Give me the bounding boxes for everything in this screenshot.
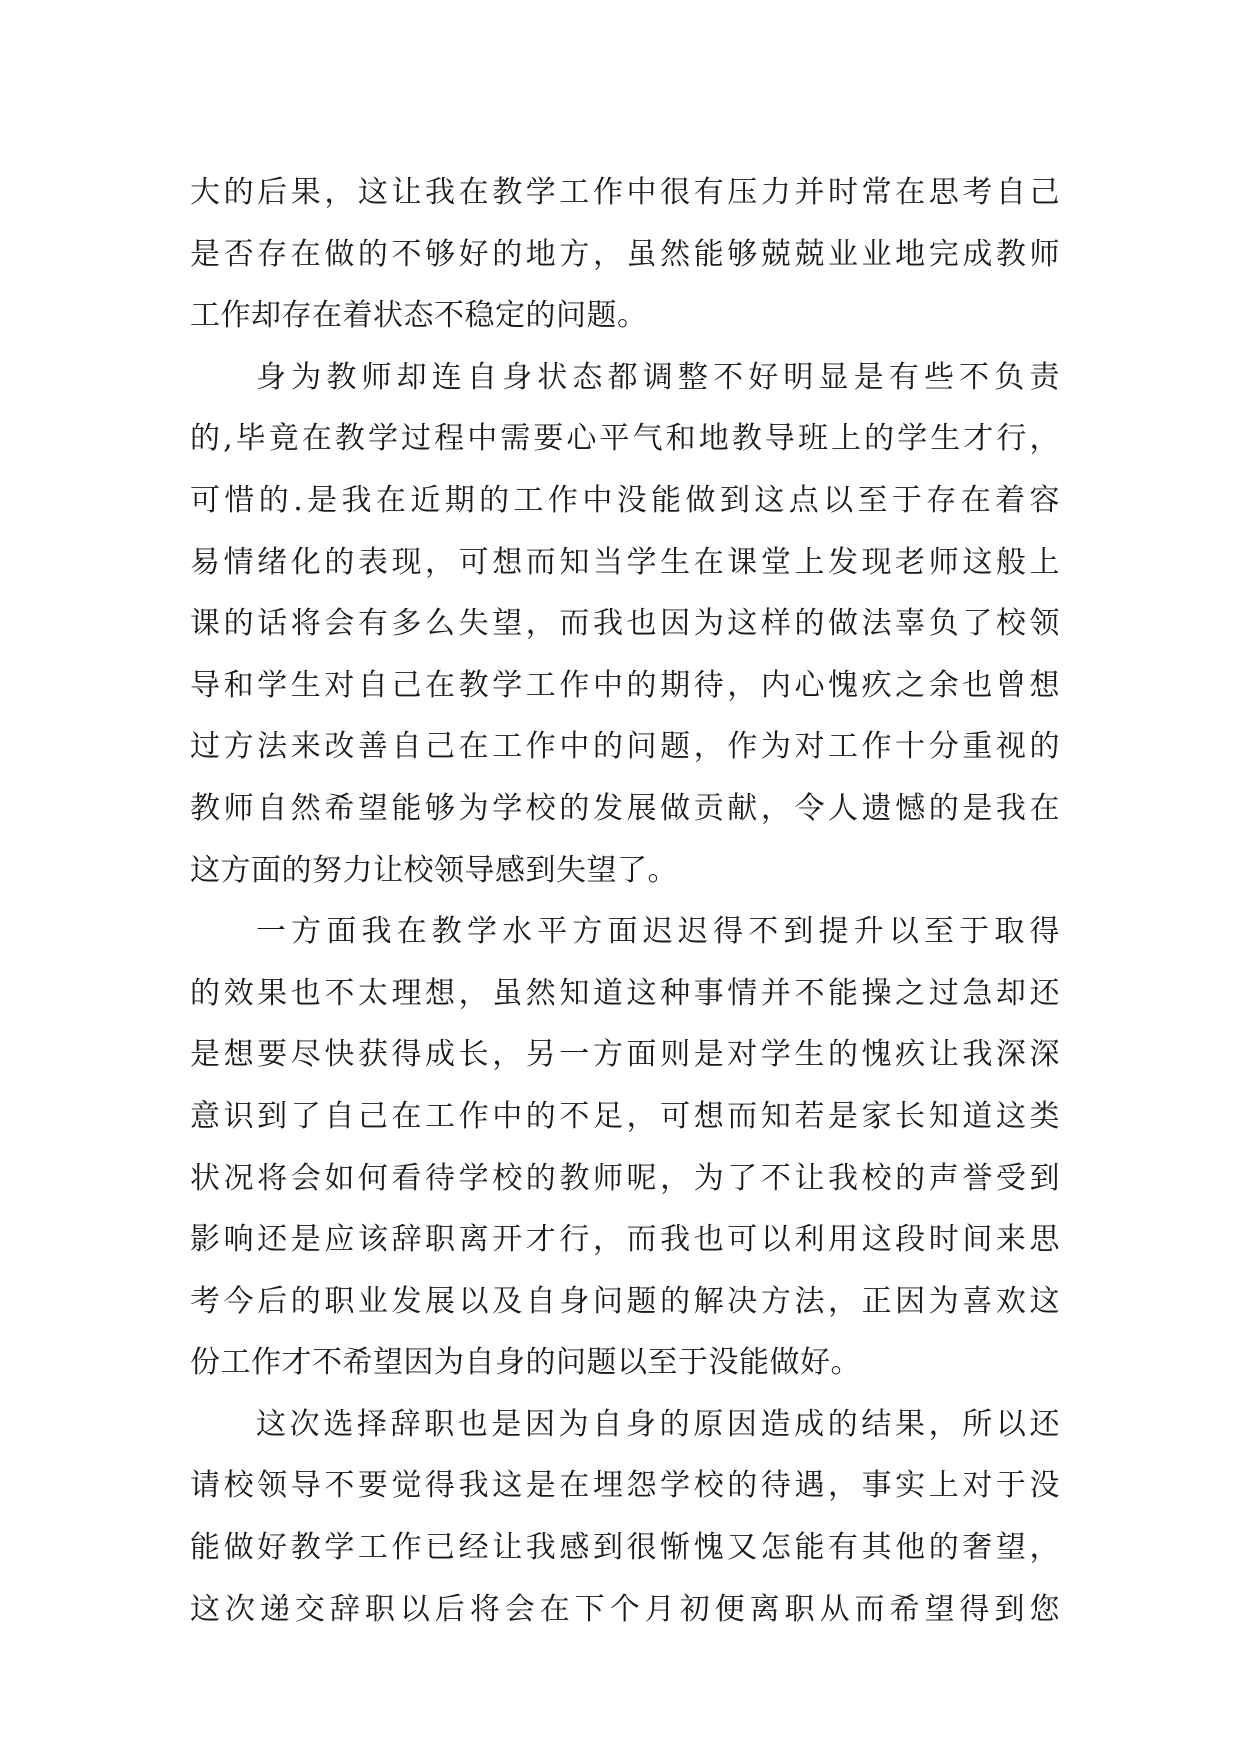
text-line: 过方法来改善自己在工作中的问题，作为对工作十分重视的 <box>190 729 1060 765</box>
resignation-letter-body <box>190 162 1060 1640</box>
text-line: 影响还是应该辞职离开才行，而我也可以利用这段时间来思 <box>190 1222 1060 1258</box>
text-line: 课的话将会有多么失望，而我也因为这样的做法辜负了校领 <box>190 606 1060 642</box>
text-line: 的,毕竟在教学过程中需要心平气和地教导班上的学生才行， <box>190 421 1060 457</box>
text-line: 大的后果，这让我在教学工作中很有压力并时常在思考自己 <box>190 175 1060 210</box>
text-line: 这次递交辞职以后将会在下个月初便离职从而希望得到您 <box>190 1591 1060 1627</box>
text-line: 状况将会如何看待学校的教师呢，为了不让我校的声誉受到 <box>190 1160 1060 1196</box>
paragraph-first-line: 这次选择辞职也是因为自身的原因造成的结果，所以还 <box>256 1406 1060 1442</box>
text-line: 这方面的努力让校领导感到失望了。 <box>190 852 678 888</box>
paragraph-first-line: 身为教师却连自身状态都调整不好明显是有些不负责 <box>256 359 1060 395</box>
text-line: 的效果也不太理想，虽然知道这种事情并不能操之过急却还 <box>190 975 1060 1011</box>
text-line: 考今后的职业发展以及自身问题的解决方法，正因为喜欢这 <box>190 1283 1060 1319</box>
paragraph-first-line: 一方面我在教学水平方面迟迟得不到提升以至于取得 <box>256 914 1060 950</box>
text-line: 是想要尽快获得成长，另一方面则是对学生的愧疚让我深深 <box>190 1037 1060 1073</box>
text-line: 请校领导不要觉得我这是在埋怨学校的待遇，事实上对于没 <box>190 1468 1060 1504</box>
text-line: 工作却存在着状态不稳定的问题。 <box>190 298 648 334</box>
text-line: 份工作才不希望因为自身的问题以至于没能做好。 <box>190 1345 861 1381</box>
text-line: 教师自然希望能够为学校的发展做贡献，令人遗憾的是我在 <box>190 790 1060 826</box>
text-line: 易情绪化的表现，可想而知当学生在课堂上发现老师这般上 <box>190 544 1060 580</box>
text-line: 是否存在做的不够好的地方，虽然能够兢兢业业地完成教师 <box>190 236 1060 272</box>
text-line: 导和学生对自己在教学工作中的期待，内心愧疚之余也曾想 <box>190 667 1060 703</box>
text-line: 可惜的.是我在近期的工作中没能做到这点以至于存在着容 <box>190 482 1060 518</box>
text-line: 意识到了自己在工作中的不足，可想而知若是家长知道这类 <box>190 1098 1060 1134</box>
text-line: 能做好教学工作已经让我感到很惭愧又怎能有其他的奢望， <box>190 1530 1060 1566</box>
